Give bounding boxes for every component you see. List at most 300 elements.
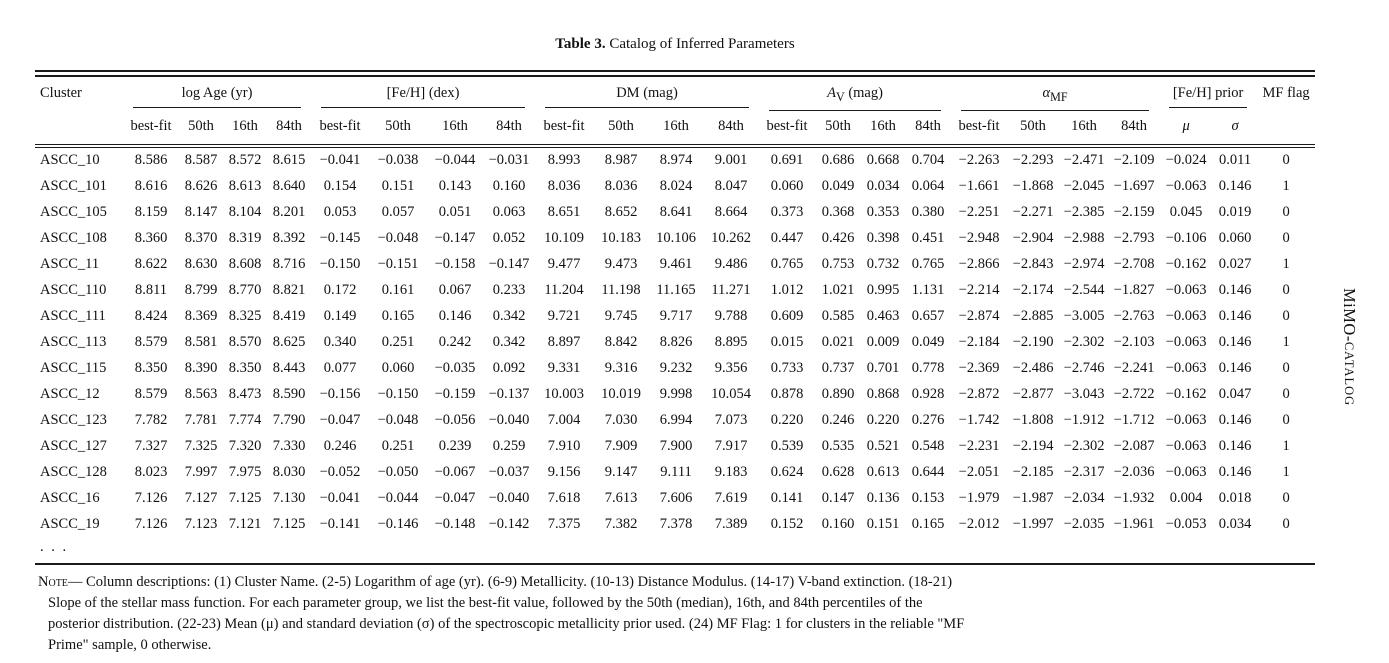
value-cell: −0.147 xyxy=(488,256,530,273)
value-cell: −2.302 xyxy=(1063,438,1105,455)
value-cell: −1.997 xyxy=(1012,516,1054,533)
value-cell: −0.145 xyxy=(319,230,361,247)
column-subheader: μ xyxy=(1159,111,1213,146)
value-cell: 8.716 xyxy=(272,256,306,273)
value-cell: −0.040 xyxy=(488,412,530,429)
value-cell: −0.031 xyxy=(488,152,530,169)
value-cell: 0.928 xyxy=(911,386,945,403)
value-cell: −1.808 xyxy=(1012,412,1054,429)
value-cell: 8.360 xyxy=(134,230,168,247)
value-cell: 8.104 xyxy=(228,204,262,221)
value-cell: 9.998 xyxy=(659,386,693,403)
value-cell: 9.486 xyxy=(714,256,748,273)
parameters-table xyxy=(35,77,1315,565)
value-cell: 0.691 xyxy=(770,152,804,169)
value-cell: 8.036 xyxy=(604,178,638,195)
value-cell: −0.146 xyxy=(377,516,419,533)
column-subheader: best-fit xyxy=(759,111,815,146)
value-cell: −0.162 xyxy=(1165,386,1207,403)
value-cell: 0.045 xyxy=(1169,204,1203,221)
note-label: Note xyxy=(38,573,68,590)
table-row xyxy=(35,146,1315,174)
value-cell: −0.052 xyxy=(319,464,361,481)
column-subheader: 50th xyxy=(179,111,223,146)
value-cell: 7.123 xyxy=(184,516,218,533)
value-cell: 7.320 xyxy=(228,438,262,455)
value-cell: 0 xyxy=(1282,204,1290,221)
value-cell: 8.147 xyxy=(184,204,218,221)
table-row xyxy=(35,226,1315,252)
value-cell: 1.131 xyxy=(911,282,945,299)
value-cell: 7.782 xyxy=(134,412,168,429)
value-cell: 0.668 xyxy=(866,152,900,169)
value-cell: 0.060 xyxy=(1218,230,1252,247)
column-subheader: best-fit xyxy=(535,111,593,146)
value-cell: 7.900 xyxy=(659,438,693,455)
value-cell: 1 xyxy=(1282,464,1290,481)
value-cell: 0.447 xyxy=(770,230,804,247)
value-cell: 0.160 xyxy=(821,516,855,533)
value-cell: −2.544 xyxy=(1063,282,1105,299)
column-subheader: 50th xyxy=(815,111,861,146)
value-cell: 0.051 xyxy=(438,204,472,221)
value-cell: −0.044 xyxy=(377,490,419,507)
value-cell: 8.613 xyxy=(228,178,262,195)
value-cell: −2.763 xyxy=(1113,308,1155,325)
table-row xyxy=(35,382,1315,408)
value-cell: −0.142 xyxy=(488,516,530,533)
value-cell: 10.019 xyxy=(601,386,641,403)
value-cell: 8.615 xyxy=(272,152,306,169)
value-cell: 9.232 xyxy=(659,360,693,377)
value-cell: 1 xyxy=(1282,178,1290,195)
value-cell: 0.753 xyxy=(821,256,855,273)
value-cell: 0.151 xyxy=(866,516,900,533)
value-cell: 0.015 xyxy=(770,334,804,351)
value-cell: −2.109 xyxy=(1113,152,1155,169)
value-cell: −2.988 xyxy=(1063,230,1105,247)
value-cell: 9.477 xyxy=(547,256,581,273)
value-cell: 9.001 xyxy=(714,152,748,169)
value-cell: −0.147 xyxy=(434,230,476,247)
value-cell: −0.041 xyxy=(319,490,361,507)
value-cell: 8.581 xyxy=(184,334,218,351)
value-cell: 8.821 xyxy=(272,282,306,299)
value-cell: −2.793 xyxy=(1113,230,1155,247)
column-subheader: 16th xyxy=(649,111,703,146)
value-cell: −1.987 xyxy=(1012,490,1054,507)
value-cell: 7.375 xyxy=(547,516,581,533)
cluster-name-cell: ASCC_113 xyxy=(40,334,107,351)
value-cell: −0.063 xyxy=(1165,464,1207,481)
value-cell: 0.246 xyxy=(821,412,855,429)
value-cell: 7.997 xyxy=(184,464,218,481)
value-cell: 8.651 xyxy=(547,204,581,221)
value-cell: 0.251 xyxy=(381,438,415,455)
cluster-name-cell: ASCC_11 xyxy=(40,256,100,273)
value-cell: 7.127 xyxy=(184,490,218,507)
value-cell: 0.064 xyxy=(911,178,945,195)
table-container xyxy=(35,70,1315,565)
column-subheader: 84th xyxy=(267,111,311,146)
value-cell: 0.034 xyxy=(866,178,900,195)
value-cell: −1.912 xyxy=(1063,412,1105,429)
value-cell: 8.586 xyxy=(134,152,168,169)
value-cell: 0.451 xyxy=(911,230,945,247)
value-cell: 9.745 xyxy=(604,308,638,325)
value-cell: 8.974 xyxy=(659,152,693,169)
value-cell: 0.765 xyxy=(911,256,945,273)
value-cell: −2.866 xyxy=(958,256,1000,273)
value-cell: 0.380 xyxy=(911,204,945,221)
value-cell: 8.625 xyxy=(272,334,306,351)
column-subheader: 84th xyxy=(1109,111,1159,146)
table-row xyxy=(35,356,1315,382)
value-cell: 0.154 xyxy=(323,178,357,195)
value-cell: 0.019 xyxy=(1218,204,1252,221)
table-row xyxy=(35,304,1315,330)
value-cell: 8.842 xyxy=(604,334,638,351)
value-cell: 0.251 xyxy=(381,334,415,351)
value-cell: 8.424 xyxy=(134,308,168,325)
value-cell: 8.626 xyxy=(184,178,218,195)
value-cell: 0.027 xyxy=(1218,256,1252,273)
value-cell: −0.063 xyxy=(1165,308,1207,325)
value-cell: 0.644 xyxy=(911,464,945,481)
value-cell: 8.023 xyxy=(134,464,168,481)
value-cell: 8.370 xyxy=(184,230,218,247)
column-group-label: $A_V$ (mag) xyxy=(769,85,941,111)
cluster-name-cell: ASCC_128 xyxy=(40,464,107,481)
column-subheader: 16th xyxy=(1059,111,1109,146)
value-cell: 0.878 xyxy=(770,386,804,403)
value-cell: −2.185 xyxy=(1012,464,1054,481)
value-cell: 0.060 xyxy=(770,178,804,195)
value-cell: 0.165 xyxy=(381,308,415,325)
value-cell: 0.149 xyxy=(323,308,357,325)
value-cell: −1.868 xyxy=(1012,178,1054,195)
column-group-label: log Age (yr) xyxy=(133,85,301,108)
value-cell: 0.172 xyxy=(323,282,357,299)
value-cell: 8.369 xyxy=(184,308,218,325)
value-cell: 8.630 xyxy=(184,256,218,273)
value-cell: 7.606 xyxy=(659,490,693,507)
value-cell: 0.146 xyxy=(438,308,472,325)
table-row xyxy=(35,174,1315,200)
value-cell: 8.608 xyxy=(228,256,262,273)
table-row xyxy=(35,278,1315,304)
value-cell: −0.048 xyxy=(377,230,419,247)
value-cell: 8.350 xyxy=(228,360,262,377)
value-cell: 0.146 xyxy=(1218,360,1252,377)
value-cell: −1.932 xyxy=(1113,490,1155,507)
table-row xyxy=(35,460,1315,486)
value-cell: 7.073 xyxy=(714,412,748,429)
column-group-header xyxy=(1159,77,1257,111)
value-cell: 0.398 xyxy=(866,230,900,247)
table-top-rule xyxy=(35,70,1315,77)
cluster-name-cell: ASCC_111 xyxy=(40,308,106,325)
value-cell: −2.885 xyxy=(1012,308,1054,325)
value-cell: 0.342 xyxy=(492,308,526,325)
value-cell: −0.106 xyxy=(1165,230,1207,247)
value-cell: 0.353 xyxy=(866,204,900,221)
value-cell: 0.049 xyxy=(821,178,855,195)
value-cell: 7.382 xyxy=(604,516,638,533)
value-cell: −2.214 xyxy=(958,282,1000,299)
value-cell: 0.686 xyxy=(821,152,855,169)
value-cell: 0.052 xyxy=(492,230,526,247)
cluster-name-cell: ASCC_12 xyxy=(40,386,100,403)
value-cell: 0.657 xyxy=(911,308,945,325)
value-cell: 8.325 xyxy=(228,308,262,325)
value-cell: 0.161 xyxy=(381,282,415,299)
column-group-label: [Fe/H] prior xyxy=(1169,85,1247,108)
value-cell: 0.276 xyxy=(911,412,945,429)
value-cell: 0.146 xyxy=(1218,334,1252,351)
value-cell: 8.622 xyxy=(134,256,168,273)
value-cell: 0.521 xyxy=(866,438,900,455)
value-cell: 0.733 xyxy=(770,360,804,377)
value-cell: 0.165 xyxy=(911,516,945,533)
column-subheader: best-fit xyxy=(311,111,369,146)
value-cell: −0.053 xyxy=(1165,516,1207,533)
value-cell: 11.198 xyxy=(601,282,641,299)
value-cell: 1.012 xyxy=(770,282,804,299)
value-cell: −2.369 xyxy=(958,360,1000,377)
value-cell: −2.241 xyxy=(1113,360,1155,377)
value-cell: −0.048 xyxy=(377,412,419,429)
note-text: — Column descriptions: (1) Cluster Name. (2-5) Logarithm of age (yr). (6-9) Metallicity. (10-13) Distance Modulus. (14-17) V-band extinction. (18-21) Slope of the stellar mass function. For each parameter group, we list the best-fit value, followed by the 50th (median), 16th, and 84th percentiles of the posterior distribution. (22-23) Mean (μ) and standard deviation (σ) of the spectroscopic metallicity prior used. (24) MF Flag: 1 for clusters in the reliable "MF Prime" sample, 0 otherwise. xyxy=(48,573,965,654)
value-cell: 7.125 xyxy=(228,490,262,507)
column-group-header xyxy=(123,77,311,111)
value-cell: −2.974 xyxy=(1063,256,1105,273)
table-row xyxy=(35,512,1315,538)
cluster-name-cell: ASCC_19 xyxy=(40,516,100,533)
value-cell: 0.011 xyxy=(1219,152,1252,169)
value-cell: 0.153 xyxy=(911,490,945,507)
value-cell: 0.077 xyxy=(323,360,357,377)
value-cell: 0.539 xyxy=(770,438,804,455)
value-cell: 0.778 xyxy=(911,360,945,377)
value-cell: 0.049 xyxy=(911,334,945,351)
value-cell: −0.150 xyxy=(319,256,361,273)
value-cell: −1.961 xyxy=(1113,516,1155,533)
value-cell: 1 xyxy=(1282,334,1290,351)
value-cell: 7.126 xyxy=(134,516,168,533)
value-cell: 0.146 xyxy=(1218,308,1252,325)
value-cell: 10.106 xyxy=(656,230,696,247)
column-group-header xyxy=(535,77,759,111)
value-cell: 0.868 xyxy=(866,386,900,403)
column-subheader: 84th xyxy=(483,111,535,146)
value-cell: 0.585 xyxy=(821,308,855,325)
value-cell: −1.712 xyxy=(1113,412,1155,429)
value-cell: 9.717 xyxy=(659,308,693,325)
value-cell: 8.652 xyxy=(604,204,638,221)
value-cell: 9.331 xyxy=(547,360,581,377)
value-cell: −2.045 xyxy=(1063,178,1105,195)
value-cell: 8.799 xyxy=(184,282,218,299)
value-cell: 0 xyxy=(1282,308,1290,325)
value-cell: 8.473 xyxy=(228,386,262,403)
value-cell: 8.572 xyxy=(228,152,262,169)
sidebar-title-main: MiMO- xyxy=(1340,288,1359,342)
column-subheader: 50th xyxy=(369,111,427,146)
value-cell: −0.056 xyxy=(434,412,476,429)
cluster-name-cell: ASCC_10 xyxy=(40,152,100,169)
value-cell: 0.151 xyxy=(381,178,415,195)
value-cell: −0.156 xyxy=(319,386,361,403)
value-cell: 0.613 xyxy=(866,464,900,481)
value-cell: 7.774 xyxy=(228,412,262,429)
value-cell: 0.047 xyxy=(1218,386,1252,403)
value-cell: 0.146 xyxy=(1218,412,1252,429)
value-cell: 10.183 xyxy=(601,230,641,247)
value-cell: −1.661 xyxy=(958,178,1000,195)
column-header-cluster: Cluster xyxy=(35,77,123,146)
column-group-header xyxy=(311,77,535,111)
value-cell: 0.548 xyxy=(911,438,945,455)
value-cell: 8.811 xyxy=(134,282,168,299)
column-group-header xyxy=(759,77,951,111)
value-cell: −2.746 xyxy=(1063,360,1105,377)
table-title-number: Table 3. xyxy=(555,36,606,52)
value-cell: 7.126 xyxy=(134,490,168,507)
value-cell: 8.897 xyxy=(547,334,581,351)
value-cell: 7.790 xyxy=(272,412,306,429)
column-subheader: 84th xyxy=(703,111,759,146)
value-cell: 8.563 xyxy=(184,386,218,403)
value-cell: −3.005 xyxy=(1063,308,1105,325)
value-cell: 0.141 xyxy=(770,490,804,507)
value-cell: 0.246 xyxy=(323,438,357,455)
column-group-label: DM (mag) xyxy=(545,85,749,108)
value-cell: −2.874 xyxy=(958,308,1000,325)
value-cell: 0.342 xyxy=(492,334,526,351)
cluster-name-cell: ASCC_123 xyxy=(40,412,107,429)
table-row xyxy=(35,486,1315,512)
value-cell: −0.038 xyxy=(377,152,419,169)
value-cell: 8.987 xyxy=(604,152,638,169)
value-cell: 0 xyxy=(1282,516,1290,533)
value-cell: −0.067 xyxy=(434,464,476,481)
value-cell: 0.890 xyxy=(821,386,855,403)
table-row xyxy=(35,434,1315,460)
table-body xyxy=(35,146,1315,564)
value-cell: −0.063 xyxy=(1165,438,1207,455)
value-cell: 0.765 xyxy=(770,256,804,273)
value-cell: 0.737 xyxy=(821,360,855,377)
cluster-name-cell: ASCC_115 xyxy=(40,360,107,377)
value-cell: −0.148 xyxy=(434,516,476,533)
value-cell: 0.259 xyxy=(492,438,526,455)
value-cell: −2.034 xyxy=(1063,490,1105,507)
value-cell: 7.613 xyxy=(604,490,638,507)
table-row xyxy=(35,408,1315,434)
value-cell: −0.037 xyxy=(488,464,530,481)
cluster-name-cell: ASCC_110 xyxy=(40,282,107,299)
value-cell: 0 xyxy=(1282,412,1290,429)
value-cell: −0.041 xyxy=(319,152,361,169)
table-note xyxy=(38,572,973,657)
value-cell: −0.141 xyxy=(319,516,361,533)
value-cell: −2.948 xyxy=(958,230,1000,247)
value-cell: 7.130 xyxy=(272,490,306,507)
value-cell: 8.664 xyxy=(714,204,748,221)
value-cell: 7.619 xyxy=(714,490,748,507)
column-group-header xyxy=(951,77,1159,111)
value-cell: −2.231 xyxy=(958,438,1000,455)
value-cell: 0.136 xyxy=(866,490,900,507)
value-cell: −0.063 xyxy=(1165,360,1207,377)
column-subheader: 16th xyxy=(427,111,483,146)
value-cell: 0.018 xyxy=(1218,490,1252,507)
column-group-label: $\alpha_{MF}$ xyxy=(961,85,1149,111)
value-cell: 0 xyxy=(1282,282,1290,299)
value-cell: −0.137 xyxy=(488,386,530,403)
value-cell: 0.009 xyxy=(866,334,900,351)
value-cell: 0.704 xyxy=(911,152,945,169)
value-cell: −2.385 xyxy=(1063,204,1105,221)
value-cell: −0.047 xyxy=(434,490,476,507)
table-title-text: Catalog of Inferred Parameters xyxy=(605,36,795,52)
value-cell: 8.159 xyxy=(134,204,168,221)
value-cell: 8.392 xyxy=(272,230,306,247)
value-cell: 1 xyxy=(1282,438,1290,455)
value-cell: 0.146 xyxy=(1218,282,1252,299)
value-cell: 0.057 xyxy=(381,204,415,221)
value-cell: 0.146 xyxy=(1218,178,1252,195)
value-cell: −2.051 xyxy=(958,464,1000,481)
value-cell: 0.609 xyxy=(770,308,804,325)
value-cell: −3.043 xyxy=(1063,386,1105,403)
value-cell: 0.063 xyxy=(492,204,526,221)
value-cell: −2.263 xyxy=(958,152,1000,169)
value-cell: −0.044 xyxy=(434,152,476,169)
value-cell: 0.021 xyxy=(821,334,855,351)
value-cell: 0 xyxy=(1282,490,1290,507)
value-cell: −2.159 xyxy=(1113,204,1155,221)
value-cell: 0.152 xyxy=(770,516,804,533)
value-cell: 11.204 xyxy=(544,282,584,299)
value-cell: 0 xyxy=(1282,230,1290,247)
value-cell: −2.174 xyxy=(1012,282,1054,299)
value-cell: 8.993 xyxy=(547,152,581,169)
table-row xyxy=(35,330,1315,356)
column-group-label: [Fe/H] (dex) xyxy=(321,85,525,108)
value-cell: 8.047 xyxy=(714,178,748,195)
value-cell: 0.053 xyxy=(323,204,357,221)
value-cell: 9.461 xyxy=(659,256,693,273)
value-cell: 8.024 xyxy=(659,178,693,195)
ellipsis-cell: . . . xyxy=(35,538,1315,564)
value-cell: 0.004 xyxy=(1169,490,1203,507)
value-cell: −2.012 xyxy=(958,516,1000,533)
value-cell: 7.781 xyxy=(184,412,218,429)
value-cell: 0.624 xyxy=(770,464,804,481)
value-cell: −2.872 xyxy=(958,386,1000,403)
value-cell: 0.146 xyxy=(1218,464,1252,481)
value-cell: 7.378 xyxy=(659,516,693,533)
value-cell: −2.103 xyxy=(1113,334,1155,351)
table-title xyxy=(35,36,1315,53)
column-header-mf-flag: MF flag xyxy=(1257,77,1315,146)
value-cell: 8.390 xyxy=(184,360,218,377)
cluster-name-cell: ASCC_101 xyxy=(40,178,107,195)
value-cell: 7.121 xyxy=(228,516,262,533)
value-cell: 8.036 xyxy=(547,178,581,195)
